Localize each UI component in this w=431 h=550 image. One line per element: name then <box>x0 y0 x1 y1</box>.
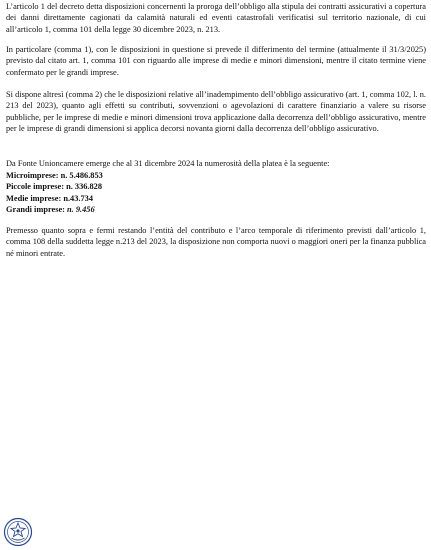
paragraph-article-1: L’articolo 1 del decreto detta disposizioni concernenti la proroga dell’obbligo alla stipula dei contratti assicurativi a copertura dei danni direttamente cagionati da calamità naturali ed eventi catastrofali verificatisi sul territorio nazionale, di cui all’articolo 1, comma 101 della legge 30 dicembre 2023, n. 213. <box>6 2 426 34</box>
paragraph-unioncamere: Da Fonte Unioncamere emerge che al 31 dicembre 2024 la numerosità della platea è la seguente: <box>6 159 330 168</box>
stat-value: n. 5.486.853 <box>60 171 103 180</box>
paragraph-comma-1: In particolare (comma 1), con le disposizioni in questione si prevede il differimento del termine (attualmente il 31/3/2025) previsto dal citato art. 1, comma 101 con riguardo alle imprese di medie e minori dimensioni, mentre il citato termine viene confermato per le grandi imprese. <box>6 45 426 77</box>
emblem-icon <box>3 517 33 547</box>
stat-value: n.43.734 <box>63 193 93 203</box>
stat-label: Microimprese: <box>6 171 59 180</box>
stat-row-micro <box>6 170 426 181</box>
stat-label: Medie imprese: <box>6 193 62 203</box>
stat-row-large <box>6 204 426 215</box>
stat-label: Piccole imprese: <box>6 182 64 192</box>
paragraph-comma-2: Si dispone altresì (comma 2) che le disposizioni relative all’inadempimento dell’obbligo assicurativo (art. 1, comma 102, l. n. 213 del 2023), quanto agli effetti su contributi, sovvenzioni o agevolazioni di carattere finanziario a valere su risorse pubbliche, per le imprese di medie e minori dimensioni trova applicazione dalla decorrenza dell’obbligo assicurativo, mentre per le imprese di grandi dimensioni si applica decorsi novanta giorni dalla decorrenza dell’obbligo assicurativo. <box>6 90 426 134</box>
business-count-list <box>6 170 426 216</box>
stat-row-small <box>6 181 426 192</box>
stat-row-medium <box>6 193 426 204</box>
stat-value: n. 336.828 <box>66 182 103 192</box>
paragraph-financial-impact: Premesso quanto sopra e fermi restando l’entità del contributo e l’arco temporale di riferimento previsti dall’articolo 1, comma 108 della suddetta legge n.213 del 2023, la disposizione non comporta nuovi o maggiori oneri per la finanza pubblica né minori entrate. <box>6 226 426 258</box>
stat-value: n. 9.456 <box>67 205 95 215</box>
stat-label: Grandi imprese: <box>6 205 65 215</box>
